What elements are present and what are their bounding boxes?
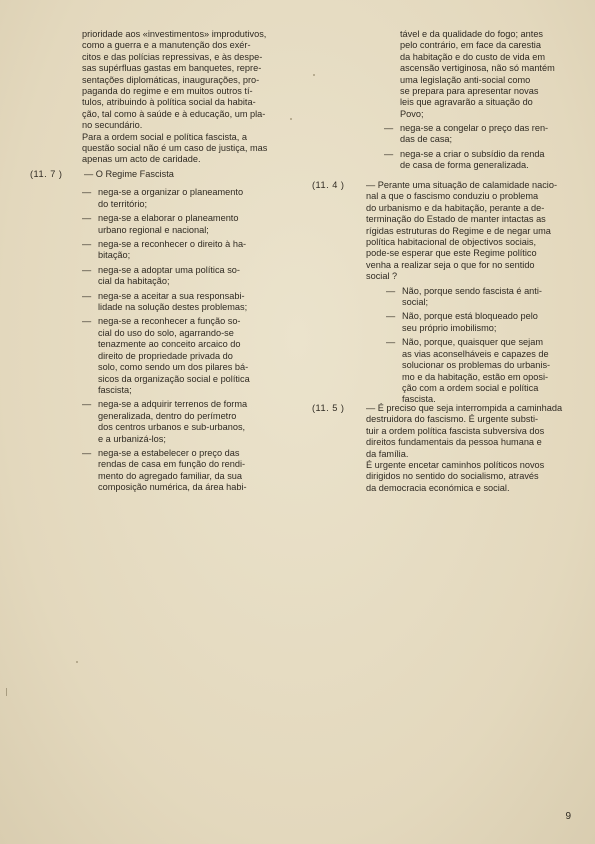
text-line: É urgente encetar caminhos políticos novos bbox=[366, 460, 545, 471]
section-11-7 bbox=[30, 169, 292, 494]
section-number: (11. 7 ) bbox=[30, 169, 63, 179]
dash-bullet: — bbox=[82, 264, 92, 275]
continued-paragraph bbox=[400, 29, 582, 120]
dash-bullet: — bbox=[82, 399, 92, 410]
text-line: das de casa; bbox=[400, 134, 453, 145]
text-line: questão social não é um caso de justiça, mas bbox=[82, 143, 268, 154]
list-item bbox=[82, 213, 292, 236]
dash-bullet: — bbox=[82, 290, 92, 301]
text-line: nega-se a reconhecer a função so- bbox=[98, 316, 241, 327]
list-item bbox=[82, 316, 292, 396]
text-line: como a guerra e a manutenção dos exér- bbox=[82, 40, 251, 51]
text-line: direito de propriedade privada do bbox=[98, 350, 233, 361]
page-number: 9 bbox=[565, 811, 571, 822]
text-line: rendas de casa em função do rendi- bbox=[98, 459, 246, 470]
text-line: dos centros urbanos e sub-urbanos, bbox=[98, 422, 246, 433]
text-line: cial do uso do solo, agarrando-se bbox=[98, 327, 234, 338]
text-line: generalizada, dentro do perímetro bbox=[98, 410, 237, 421]
text-line: as vias aconselháveis e capazes de bbox=[402, 348, 549, 359]
paper-speck bbox=[290, 118, 292, 120]
text-line: composição numérica, da área habi- bbox=[98, 482, 247, 493]
continued-list bbox=[384, 120, 582, 172]
text-line: ascensão vertiginosa, não só mantém bbox=[400, 63, 555, 74]
text-line: tenazmente ao conceito arcaico do bbox=[98, 339, 241, 350]
text-line: nega-se a reconhecer o direito à ha- bbox=[98, 239, 247, 250]
text-line: — Perante uma situação de calamidade nacio- bbox=[366, 180, 558, 190]
text-line: nal a que o fascismo conduziu o problema bbox=[366, 191, 539, 202]
section-text bbox=[366, 403, 582, 494]
text-line: nega-se a estabelecer o preço das bbox=[98, 447, 240, 458]
text-line: Não, porque, quaisquer que sejam bbox=[402, 337, 543, 348]
text-line: cial da habitação; bbox=[98, 276, 170, 287]
text-line: nega-se a criar o subsídio da renda bbox=[400, 148, 545, 159]
text-line: tulos, atribuindo à política social da habita- bbox=[82, 97, 256, 108]
text-line: ção com a ordem social e política bbox=[402, 382, 539, 393]
text-line: rígidas estruturas do Regime e de negar uma bbox=[366, 225, 551, 236]
list-item bbox=[82, 291, 292, 314]
paper-speck bbox=[76, 661, 78, 663]
text-line: — É preciso que seja interrompida a caminhada bbox=[366, 403, 563, 413]
text-line: tável e da qualidade do fogo; antes bbox=[400, 29, 544, 39]
dash-bullet: — bbox=[386, 311, 396, 322]
dash-bullet: — bbox=[384, 123, 394, 133]
text-line: sas supérfluas gastas em banquetes, repre- bbox=[82, 63, 262, 74]
text-line: citos e das polícias repressivas, e às despe- bbox=[82, 51, 263, 62]
text-line: se prepara para apresentar novas bbox=[400, 86, 539, 97]
section-11-4 bbox=[312, 180, 582, 406]
text-line: leis que agravarão a situação do bbox=[400, 97, 533, 108]
dash-bullet: — bbox=[82, 213, 92, 224]
text-line: solo, como sendo um dos pilares bá- bbox=[98, 362, 249, 373]
text-line: prioridade aos «investimentos» improdutivos, bbox=[82, 29, 267, 39]
text-line: destruidora do fascismo. É urgente substi- bbox=[366, 414, 539, 425]
text-line: e a urbanizá-los; bbox=[98, 433, 166, 444]
text-line: nega-se a adoptar uma política so- bbox=[98, 264, 240, 275]
text-line: no secundário. bbox=[82, 120, 143, 131]
paper-speck bbox=[6, 688, 7, 696]
text-line: fascista; bbox=[98, 384, 132, 395]
dash-bullet: — bbox=[82, 316, 92, 327]
section-text bbox=[366, 180, 582, 283]
text-line: sicos da organização social e política bbox=[98, 373, 250, 384]
text-line: nega-se a adquirir terrenos de forma bbox=[98, 399, 248, 410]
section-title: — O Regime Fascista bbox=[84, 169, 174, 179]
text-line: nega-se a aceitar a sua responsabi- bbox=[98, 290, 245, 301]
list-item bbox=[82, 239, 292, 262]
list-item bbox=[82, 265, 292, 288]
dash-bullet: — bbox=[386, 337, 396, 348]
answer-list bbox=[312, 286, 582, 406]
text-line: pelo contrário, em face da carestia bbox=[400, 40, 541, 51]
dash-bullet: — bbox=[384, 148, 394, 159]
text-line: nega-se a organizar o planeamento bbox=[98, 187, 244, 198]
text-line: seu próprio imobilismo; bbox=[402, 322, 497, 333]
text-line: sentações diplomáticas, inaugurações, pro- bbox=[82, 74, 260, 85]
list-item bbox=[386, 337, 582, 405]
list-item bbox=[384, 123, 582, 146]
intro-paragraph bbox=[82, 29, 294, 166]
text-line: fascista. bbox=[402, 394, 436, 405]
text-line: da habitação e do custo de vida em bbox=[400, 51, 546, 62]
text-line: paganda do regime e em muitos outros tí- bbox=[82, 86, 253, 97]
text-line: social ? bbox=[366, 271, 398, 282]
text-line: mo e da habitação, estão em oposi- bbox=[402, 371, 549, 382]
text-line: Não, porque está bloqueado pelo bbox=[402, 311, 538, 322]
text-line: nega-se a elaborar o planeamento bbox=[98, 213, 239, 224]
text-line: do território; bbox=[98, 198, 148, 209]
text-line: dirigidos no sentido do socialismo, através bbox=[366, 471, 539, 482]
dash-bullet: — bbox=[82, 187, 92, 198]
dash-bullet: — bbox=[386, 285, 396, 296]
text-line: Povo; bbox=[400, 108, 424, 119]
dash-bullet: — bbox=[82, 239, 92, 250]
text-line: de casa de forma generalizada. bbox=[400, 160, 529, 171]
list-item bbox=[386, 311, 582, 334]
text-line: urbano regional e nacional; bbox=[98, 224, 209, 235]
text-line: apenas um acto de caridade. bbox=[82, 154, 201, 165]
list-item bbox=[82, 448, 292, 494]
text-line: social; bbox=[402, 297, 429, 308]
text-line: solucionar os problemas do urbanis- bbox=[402, 360, 551, 371]
text-line: bitação; bbox=[98, 250, 131, 261]
negation-list bbox=[30, 187, 292, 493]
text-line: lidade na solução destes problemas; bbox=[98, 302, 248, 313]
text-line: ção, tal como à saúde e à educação, um pla- bbox=[82, 108, 266, 119]
text-line: política habitacional de objectivos sociais, bbox=[366, 237, 537, 248]
text-line: terminação do Estado de manter intactas as bbox=[366, 214, 546, 225]
paper-speck bbox=[313, 74, 315, 76]
text-line: pode-se esperar que este Regime político bbox=[366, 248, 537, 259]
list-item bbox=[82, 187, 292, 210]
section-11-5 bbox=[312, 403, 582, 494]
text-line: Para a ordem social e política fascista, a bbox=[82, 131, 247, 142]
text-line: do urbanismo e da habitação, perante a de- bbox=[366, 202, 545, 213]
list-item bbox=[82, 399, 292, 445]
text-line: nega-se a congelar o preço das ren- bbox=[400, 123, 549, 133]
text-line: venha a realizar seja o que for no sentido bbox=[366, 259, 535, 270]
section-heading bbox=[30, 169, 292, 180]
section-number: (11. 4 ) bbox=[312, 180, 345, 190]
list-item bbox=[386, 286, 582, 309]
text-line: direitos fundamentais da pessoa humana e bbox=[366, 437, 542, 448]
text-line: uma legislação anti-social como bbox=[400, 74, 531, 85]
text-line: mento do agregado familiar, da sua bbox=[98, 470, 243, 481]
list-item bbox=[384, 149, 582, 172]
section-number: (11. 5 ) bbox=[312, 403, 345, 413]
text-line: tuir a ordem política fascista subversiva dos bbox=[366, 425, 545, 436]
dash-bullet: — bbox=[82, 447, 92, 458]
text-line: da democracia económica e social. bbox=[366, 482, 510, 493]
text-line: da família. bbox=[366, 448, 409, 459]
text-line: Não, porque sendo fascista é anti- bbox=[402, 285, 542, 296]
